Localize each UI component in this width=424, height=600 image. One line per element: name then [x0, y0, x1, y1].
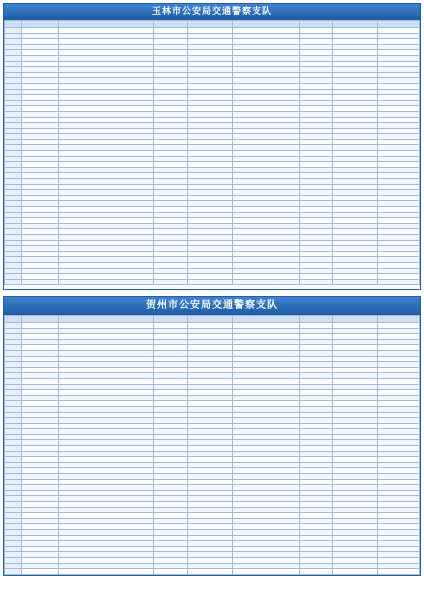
newspaper-logo-seal	[3, 575, 43, 598]
yulin-table-body	[5, 28, 420, 285]
hezhou-column-header	[21, 316, 58, 323]
yulin-column-header	[154, 21, 187, 28]
hezhou-header-row	[5, 316, 420, 323]
yulin-column-header	[233, 21, 299, 28]
hezhou-column-header	[299, 316, 332, 323]
hezhou-column-header	[154, 316, 187, 323]
yulin-column-header	[332, 21, 378, 28]
hezhou-table-section	[3, 296, 421, 576]
hezhou-column-header	[58, 316, 153, 323]
yulin-table-section	[3, 3, 421, 290]
table-cell	[378, 569, 420, 575]
hezhou-column-header	[187, 316, 233, 323]
hezhou-column-header	[233, 316, 299, 323]
yulin-section-title: 玉林市公安局交通警察支队	[4, 4, 420, 20]
table-cell	[21, 569, 58, 575]
table-cell	[378, 279, 420, 285]
table-cell	[299, 569, 332, 575]
yulin-column-header	[21, 21, 58, 28]
table-cell	[233, 569, 299, 575]
table-cell	[154, 569, 187, 575]
hezhou-data-table	[4, 315, 420, 575]
table-cell	[332, 569, 378, 575]
table-cell	[21, 279, 58, 285]
table-row	[5, 279, 420, 285]
hezhou-column-header	[378, 316, 420, 323]
hezhou-column-header	[5, 316, 22, 323]
hezhou-column-header	[332, 316, 378, 323]
table-cell	[58, 569, 153, 575]
hezhou-table-body	[5, 323, 420, 575]
yulin-column-header	[5, 21, 22, 28]
yulin-column-header	[299, 21, 332, 28]
table-cell	[5, 569, 22, 575]
yulin-data-table	[4, 20, 420, 285]
hezhou-section-title: 贺州市公安局交通警察支队	[4, 297, 420, 315]
table-cell	[187, 569, 233, 575]
table-cell	[5, 279, 22, 285]
yulin-column-header	[58, 21, 153, 28]
table-cell	[187, 279, 233, 285]
table-cell	[154, 279, 187, 285]
yulin-column-header	[187, 21, 233, 28]
table-cell	[299, 279, 332, 285]
yulin-header-row	[5, 21, 420, 28]
table-cell	[58, 279, 153, 285]
yulin-column-header	[378, 21, 420, 28]
table-cell	[233, 279, 299, 285]
table-row	[5, 569, 420, 575]
table-cell	[332, 279, 378, 285]
